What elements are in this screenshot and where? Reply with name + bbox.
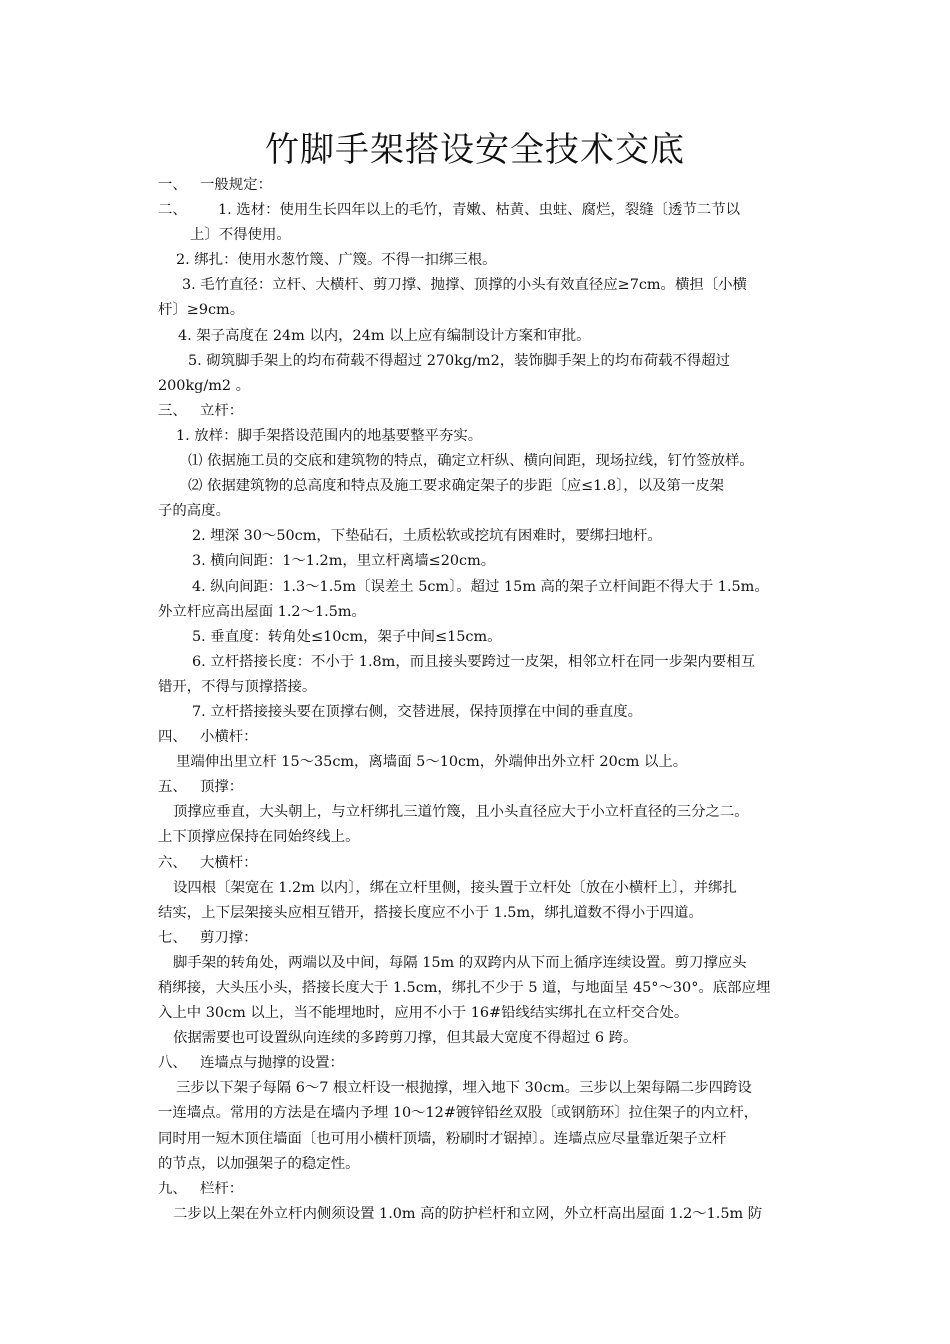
section-number: 五、 xyxy=(158,779,187,796)
section-number: 九、 xyxy=(158,1180,187,1197)
section-number: 八、 xyxy=(158,1055,187,1072)
paragraph-line: 依据需要也可设置纵向连续的多跨剪刀撑，但其最大宽度不得超过 6 跨。 xyxy=(173,1030,638,1047)
section-heading: 一、 一般规定： xyxy=(158,173,818,198)
paragraph-line: 4. 架子高度在 24m 以内，24m 以上应有编制设计方案和审批。 xyxy=(178,327,591,344)
document-body xyxy=(158,173,818,1227)
section-heading: 四、 小横杆： xyxy=(158,725,818,750)
section-heading: 二、 1. 选材：使用生长四年以上的毛竹，青嫩、枯黄、虫蛀、腐烂，裂缝〔透节二节以 xyxy=(158,198,818,223)
paragraph-line: 顶撑应垂直，大头朝上，与立杆绑扎三道竹篾，且小头直径应大于小立杆直径的三分之二。 xyxy=(173,804,749,821)
paragraph-line: 稍绑接，大头压小头，搭接长度大于 1.5cm，绑扎不少于 5 道，与地面呈 45°～30°。底部应埋 xyxy=(158,980,771,996)
paragraph-line: 6. 立杆搭接长度：不小于 1.8m，而且接头要跨过一皮架，相邻立杆在同一步架内要相互 xyxy=(192,653,756,670)
paragraph-line: 设四根〔架宽在 1.2m 以内〕，绑在立杆里侧，接头置于立杆处〔放在小横杆上〕，并绑扎 xyxy=(173,879,737,896)
section-heading: 八、 连墙点与抛撑的设置： xyxy=(158,1051,818,1076)
paragraph-line: 200kg/m2 。 xyxy=(158,377,251,394)
paragraph-line: 上〕不得使用。 xyxy=(190,227,291,244)
paragraph-line: 杆〕≥9cm。 xyxy=(158,302,245,319)
paragraph-line: 4. 纵向间距：1.3～1.5m〔误差土 5cm〕。超过 15m 高的架子立杆间距不得大于 1.5m。 xyxy=(192,578,769,595)
section-heading: 七、 剪刀撑： xyxy=(158,926,818,951)
section-heading: 五、 顶撑： xyxy=(158,775,818,800)
section-heading: 六、 大横杆： xyxy=(158,851,818,876)
paragraph-line: 外立杆应高出屋面 1.2～1.5m。 xyxy=(158,603,366,620)
paragraph-line: 脚手架的转角处，两端以及中间，每隔 15m 的双跨内从下而上循序连续设置。剪刀撑应头 xyxy=(173,954,747,971)
paragraph-line: 2. 埋深 30～50cm，下垫砧石，土质松软或挖坑有困难时，要绑扫地杆。 xyxy=(192,528,662,545)
paragraph-line: 结实，上下层架接头应相互错开，搭接长度应不小于 1.5m，绑扎道数不得小于四道。 xyxy=(158,904,703,921)
paragraph-line: 5. 砌筑脚手架上的均布荷载不得超过 270kg/m2，装饰脚手架上的均布荷载不得超过 xyxy=(188,352,731,369)
paragraph-line: ⑵ 依据建筑物的总高度和特点及施工要求确定架子的步距〔应≤1.8〕，以及第一皮架 xyxy=(188,478,724,495)
paragraph-line: ⑴ 依据施工员的交底和建筑物的特点，确定立杆纵、横向间距，现场拉线，钉竹签放样。 xyxy=(188,453,754,470)
paragraph-line: 5. 垂直度：转角处≤10cm，架子中间≤15cm。 xyxy=(192,628,502,645)
paragraph-line: 1. 放样：脚手架搭设范围内的地基要整平夯实。 xyxy=(176,427,483,444)
document-title: 竹脚手架搭设安全技术交底 xyxy=(265,130,685,170)
paragraph-line: 的节点，以加强架子的稳定性。 xyxy=(158,1155,360,1172)
paragraph-line: 上下顶撑应保持在同始终线上。 xyxy=(158,829,360,846)
section-number: 六、 xyxy=(158,854,187,871)
section-number: 四、 xyxy=(158,729,187,746)
section-number: 一、 xyxy=(158,177,187,193)
paragraph-line: 3. 毛竹直径：立杆、大横杆、剪刀撑、抛撑、顶撑的小头有效直径应≥7cm。横担〔小横 xyxy=(182,277,747,294)
paragraph-line: 7. 立杆搭接接头要在顶撑右侧，交替进展，保持顶撑在中间的垂直度。 xyxy=(192,703,643,720)
section-number: 二、 xyxy=(158,202,187,219)
paragraph-line: 子的高度。 xyxy=(158,503,230,520)
section-heading: 三、 立杆： xyxy=(158,399,818,424)
section-heading: 九、 栏杆： xyxy=(158,1177,818,1202)
paragraph-line: 里端伸出里立杆 15～35cm，离墙面 5～10cm，外端伸出外立杆 20cm 以上。 xyxy=(176,754,688,771)
paragraph-line: 错开，不得与顶撑搭接。 xyxy=(158,678,317,695)
paragraph-line: 一连墙点。常用的方法是在墙内予埋 10～12#镀锌铅丝双股〔或钢筋环〕拉住架子的内立杆， xyxy=(158,1105,759,1122)
section-number: 三、 xyxy=(158,402,187,419)
paragraph-line: 二步以上架在外立杆内侧须设置 1.0m 高的防护栏杆和立网，外立杆高出屋面 1.2～1.5m 防 xyxy=(173,1205,763,1222)
paragraph-line: 三步以下架子每隔 6～7 根立杆设一根抛撑，埋入地下 30cm。三步以上架每隔二步四跨设 xyxy=(176,1080,752,1097)
paragraph-line: 2. 绑扎：使用水葱竹篾、广篾。不得一扣绑三根。 xyxy=(176,252,497,269)
paragraph-line: 同时用一短木顶住墙面〔也可用小横杆顶墙，粉刷时才锯掉〕。连墙点应尽量靠近架子立杆 xyxy=(158,1130,727,1147)
paragraph-line: 3. 横向间距：1～1.2m，里立杆离墙≤20cm。 xyxy=(192,553,496,570)
paragraph-line: 入上中 30cm 以上，当不能埋地时，应用不小于 16#铅线结实绑扎在立杆交合处。 xyxy=(158,1005,689,1022)
section-number: 七、 xyxy=(158,929,187,946)
